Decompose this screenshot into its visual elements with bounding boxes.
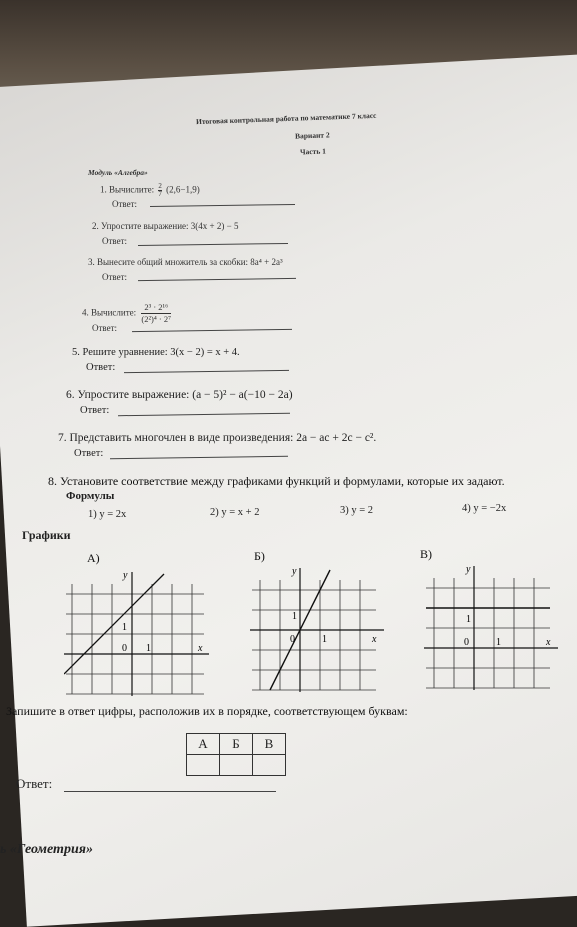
formula-1: 1) y = 2x bbox=[88, 509, 127, 520]
module-label: Модуль «Алгебра» bbox=[88, 168, 148, 177]
table-header-a: А bbox=[187, 734, 220, 755]
answer-label: Ответ: bbox=[102, 272, 128, 282]
answer-label: Ответ: bbox=[92, 323, 118, 333]
instruction-text: Запишите в ответ цифры, расположив их в порядке, соответствующем буквам: bbox=[6, 704, 408, 718]
x-unit-label: 1 bbox=[496, 637, 501, 648]
answer-label: Ответ: bbox=[112, 199, 138, 209]
task-1 bbox=[100, 183, 200, 198]
graphs-label: Графики bbox=[22, 528, 71, 542]
grid bbox=[252, 580, 376, 690]
answer-line[interactable] bbox=[138, 243, 288, 246]
part-label: Часть 1 bbox=[299, 146, 327, 157]
answer-label: Ответ: bbox=[80, 405, 110, 416]
formula-3: 3) y = 2 bbox=[340, 505, 374, 516]
y-unit-label: 1 bbox=[122, 622, 127, 633]
answer-label: Ответ: bbox=[86, 362, 116, 373]
answer-label: Ответ: bbox=[16, 776, 53, 791]
graph-b-label: Б) bbox=[254, 549, 265, 563]
task-6: 6. Упростите выражение: (a − 5)² − a(−10 − 2a) bbox=[66, 389, 293, 401]
answer-line[interactable] bbox=[150, 204, 295, 207]
graph-c-label: В) bbox=[420, 547, 432, 561]
graph-c bbox=[420, 560, 570, 692]
table-header-b: Б bbox=[220, 734, 253, 755]
task-7: 7. Представить многочлен в виде произведения: 2a − ac + 2c − c². bbox=[58, 432, 377, 444]
task-number: 1. bbox=[100, 184, 107, 195]
y-axis-label: y bbox=[123, 570, 128, 581]
geometry-module-label: ь «Геометрия» bbox=[0, 842, 93, 857]
graph-a-label: А) bbox=[87, 551, 100, 565]
task-5: 5. Решите уравнение: 3(x − 2) = x + 4. bbox=[72, 347, 240, 358]
x-axis-label: x bbox=[372, 634, 377, 645]
task-text: Вычислите: bbox=[109, 184, 155, 195]
grid bbox=[426, 578, 550, 688]
answer-cell-a[interactable] bbox=[187, 755, 220, 776]
task-8: 8. Установите соответствие между графиками функций и формулами, которые их задают. bbox=[48, 474, 505, 488]
task-expression: (2,6−1,9) bbox=[166, 184, 200, 195]
y-axis-label: y bbox=[466, 564, 471, 575]
x-unit-label: 1 bbox=[146, 643, 151, 654]
x-axis-label: x bbox=[546, 637, 551, 648]
task-4: 4. Вычислите: $\frac{\text{2³ · 2¹⁶}}{\text{(2²)⁴ · 2⁷}}$ bbox=[82, 302, 172, 324]
origin-label: 0 bbox=[290, 634, 295, 645]
function-line bbox=[64, 574, 164, 674]
fraction: $\frac{\text{2³ · 2¹⁶}}{\text{(2²)⁴ · 2⁷}}$ bbox=[141, 302, 172, 324]
variant-label: Вариант 2 bbox=[294, 130, 330, 141]
answer-line[interactable] bbox=[110, 456, 288, 459]
table-header-c: В bbox=[253, 734, 286, 755]
x-axis-label: x bbox=[198, 643, 203, 654]
task-2: 2. Упростите выражение: 3(4x + 2) − 5 bbox=[92, 221, 239, 231]
worksheet-title: Итоговая контрольная работа по математике 7 класс bbox=[195, 110, 377, 127]
grid bbox=[66, 584, 204, 694]
task-3: 3. Вынесите общий множитель за скобки: 8a⁴ + 2a³ bbox=[88, 257, 283, 267]
answer-line[interactable] bbox=[124, 370, 289, 373]
graph-b bbox=[246, 562, 396, 694]
answer-line[interactable] bbox=[64, 791, 276, 792]
answer-table bbox=[186, 733, 286, 776]
answer-label: Ответ: bbox=[102, 236, 128, 246]
origin-label: 0 bbox=[122, 643, 127, 654]
answer-cell-b[interactable] bbox=[220, 755, 253, 776]
y-axis-label: y bbox=[292, 566, 297, 577]
x-unit-label: 1 bbox=[322, 634, 327, 645]
answer-label: Ответ: bbox=[74, 448, 104, 459]
origin-label: 0 bbox=[464, 637, 469, 648]
formula-2: 2) y = x + 2 bbox=[210, 507, 260, 518]
answer-line[interactable] bbox=[118, 413, 290, 416]
y-unit-label: 1 bbox=[292, 611, 297, 622]
graph-a bbox=[64, 566, 214, 698]
answer-line[interactable] bbox=[138, 278, 296, 281]
fraction: $\frac{2}{7}$ bbox=[158, 182, 162, 198]
y-unit-label: 1 bbox=[466, 614, 471, 625]
formulas-label: Формулы bbox=[66, 490, 115, 502]
formula-4: 4) y = −2x bbox=[462, 503, 507, 514]
answer-cell-c[interactable] bbox=[253, 755, 286, 776]
answer-line[interactable] bbox=[132, 329, 292, 332]
